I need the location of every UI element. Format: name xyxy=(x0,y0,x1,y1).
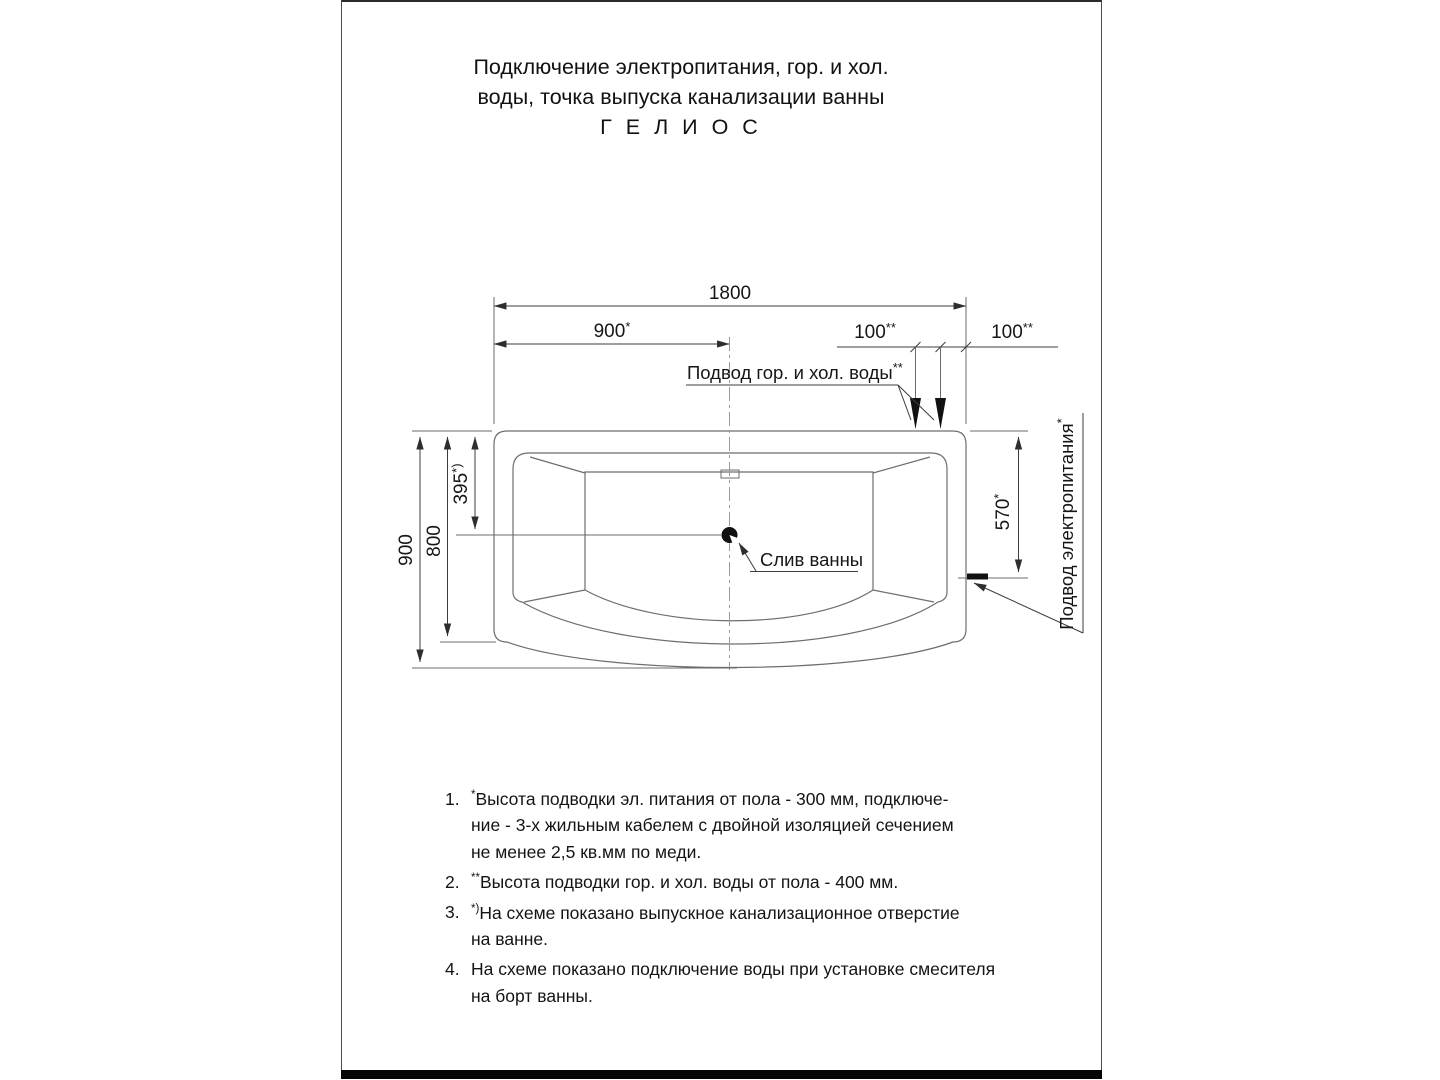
basin-corner-line-bl xyxy=(524,590,585,602)
basin-corner-line-tr xyxy=(873,457,930,473)
notes-block xyxy=(445,782,1045,1009)
note-1-line-2: ние - 3-х жильным кабелем с двойной изоляцией сечением xyxy=(471,815,954,836)
water-supply-group xyxy=(686,347,946,429)
electric-connection-icon xyxy=(967,574,988,580)
note-4-line-1: 4. На схеме показано подключение воды при установке смесителя xyxy=(445,959,996,980)
note-3-line-1: 3. *)На схеме показано выпускное канализационное отверстие xyxy=(445,902,960,923)
dim-value-800: 800 xyxy=(424,525,445,557)
basin-corner-line-br xyxy=(873,590,934,602)
left-dimensions xyxy=(396,431,737,668)
dimension-overall-length-1800 xyxy=(494,283,966,424)
electric-supply-group xyxy=(958,413,1083,633)
dim-value-100-edge: 100** xyxy=(991,320,1033,343)
note-2-line-1: 2. **Высота подводки гор. и хол. воды от пола - 400 мм. xyxy=(445,872,899,893)
note-4-line-2: на борт ванны. xyxy=(471,985,593,1006)
dim-value-570: 570* xyxy=(991,493,1014,531)
dim-value-900v: 900 xyxy=(396,534,417,566)
dim-value-395: 395*) xyxy=(449,463,472,505)
dim-value-100-spacing: 100** xyxy=(854,320,896,343)
title-model-name: Г Е Л И О С xyxy=(600,115,762,139)
note-3-line-2: на ванне. xyxy=(471,928,549,949)
electric-supply-label: Подвод электропитания* xyxy=(1054,418,1077,630)
basin-corner-line-tl xyxy=(530,457,585,473)
water-supply-label: Подвод гор. и хол. воды** xyxy=(687,360,903,383)
dimension-to-drain-900 xyxy=(494,319,730,344)
dim-value-1800: 1800 xyxy=(708,283,752,304)
drain-symbol xyxy=(456,527,863,572)
water-leader-1 xyxy=(898,385,911,420)
water-arrow-icon-2 xyxy=(935,398,946,429)
drain-label: Слив ванны xyxy=(760,549,864,570)
title-line-2: воды, точка выпуска канализации ванны xyxy=(477,85,885,109)
drain-leader-line xyxy=(739,543,756,571)
tub-outline xyxy=(494,337,966,670)
dimension-water-points-100 xyxy=(837,320,1058,352)
title-line-1: Подключение электропитания, гор. и хол. xyxy=(473,55,889,79)
note-1-line-1: 1. *Высота подводки эл. питания от пола - 300 мм, подключе- xyxy=(445,788,949,809)
dim-value-900h: 900* xyxy=(593,319,631,342)
note-1-line-3: не менее 2,5 кв.мм по меди. xyxy=(471,841,702,862)
